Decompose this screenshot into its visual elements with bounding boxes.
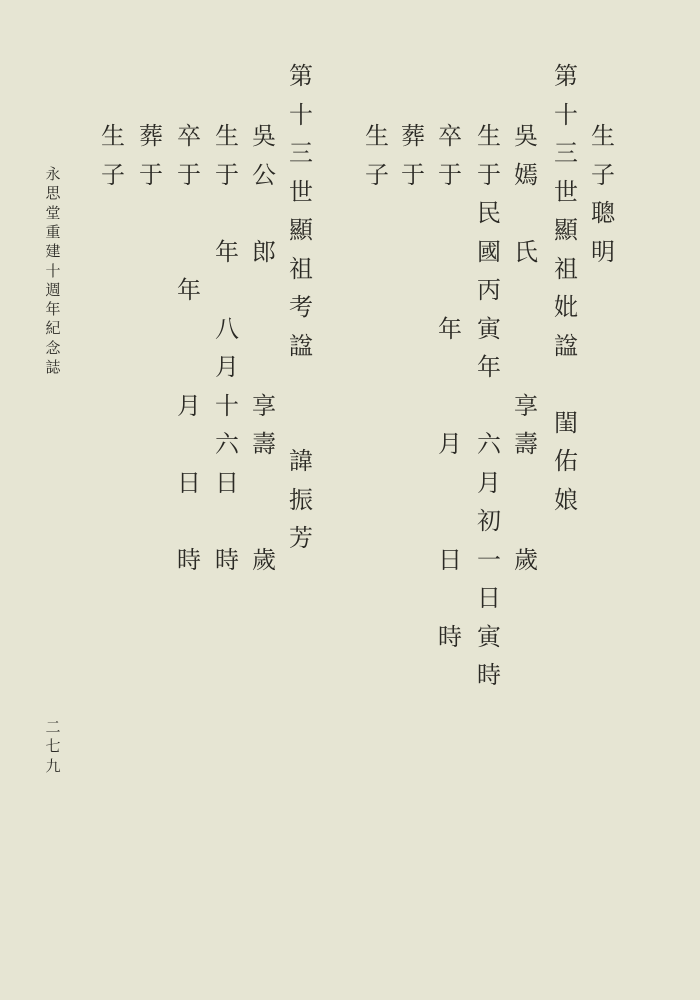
column-9-char: 郎 [252, 237, 276, 266]
page-number-char: 二 [45, 718, 61, 736]
running-head-char: 建 [45, 242, 61, 261]
running-head-char: 週 [45, 280, 61, 299]
column-8-char: 十 [289, 100, 313, 129]
column-10-char: 月 [215, 353, 239, 381]
column-9-char: 吳 [252, 122, 276, 150]
column-4-char: 月 [477, 468, 501, 497]
running-head-char: 念 [45, 338, 61, 357]
column-8-char: 顯 [289, 216, 313, 244]
running-head-char: 重 [45, 222, 61, 241]
running-head-char: 十 [45, 261, 61, 280]
column-8-char: 考 [289, 293, 313, 321]
column-8-char: 芳 [289, 524, 313, 552]
column-5-char: 時 [438, 622, 462, 651]
column-4-char: 初 [477, 507, 501, 535]
column-9-char: 享 [252, 391, 276, 420]
column-12-char: 于 [139, 160, 163, 189]
column-5-char: 年 [438, 314, 462, 343]
column-1-char: 生 [591, 122, 615, 150]
column-10-char: 日 [215, 468, 239, 497]
column-3-char: 嫣 [514, 160, 538, 189]
running-head-char: 紀 [45, 319, 61, 338]
column-11-char: 卒 [177, 122, 201, 150]
column-3-char: 享 [514, 391, 538, 420]
column-8-char: 振 [289, 485, 313, 514]
column-2-char: 三 [554, 139, 578, 167]
column-8-char: 世 [289, 177, 313, 206]
column-11-char: 于 [177, 160, 201, 189]
column-10-char: 六 [215, 430, 239, 458]
column-2-char: 十 [554, 100, 578, 129]
column-4-char: 寅 [477, 622, 501, 651]
column-10-char: 年 [215, 237, 239, 266]
column-11-char: 年 [177, 276, 201, 304]
column-8-char: 三 [289, 139, 313, 167]
column-8-char: 祖 [289, 254, 313, 283]
column-1-char: 明 [591, 237, 615, 266]
column-11-char: 時 [177, 545, 201, 574]
column-2-char: 顯 [554, 216, 578, 244]
column-5-char: 日 [438, 545, 462, 574]
column-4-char: 日 [477, 584, 501, 612]
column-6-char: 葬 [401, 122, 425, 150]
column-3-char: 氏 [514, 237, 538, 266]
column-10-char: 八 [215, 314, 239, 343]
column-6-char: 于 [401, 160, 425, 189]
column-8-char: 第 [289, 62, 313, 90]
column-7-char: 生 [365, 122, 389, 150]
column-11-char: 日 [177, 468, 201, 497]
column-3-char: 吳 [514, 122, 538, 150]
column-10-char: 于 [215, 160, 239, 189]
column-4-char: 于 [477, 160, 501, 189]
column-3-char: 歲 [514, 545, 538, 574]
column-2-char: 佑 [554, 447, 578, 475]
column-2-char: 祖 [554, 254, 578, 283]
column-9-char: 公 [252, 160, 276, 189]
running-head-char: 思 [45, 184, 61, 203]
column-12-char: 葬 [139, 122, 163, 150]
running-head-char: 誌 [45, 358, 61, 376]
column-4-char: 丙 [477, 276, 501, 304]
column-13-char: 生 [101, 122, 125, 150]
column-5-char: 于 [438, 160, 462, 189]
column-2-char: 閨 [554, 408, 578, 437]
column-9-char: 歲 [252, 545, 276, 574]
column-11-char: 月 [177, 391, 201, 420]
column-3-char: 壽 [514, 430, 538, 458]
column-5-char: 月 [438, 430, 462, 458]
column-4-char: 時 [477, 661, 501, 689]
column-1-char: 子 [591, 160, 615, 189]
column-10-char: 十 [215, 391, 239, 420]
column-1-char: 聰 [591, 199, 615, 227]
running-head-char: 永 [45, 165, 61, 183]
column-13-char: 子 [101, 160, 125, 189]
column-2-char: 世 [554, 177, 578, 206]
page-number-char: 九 [45, 756, 61, 775]
column-2-char: 妣 [554, 293, 578, 321]
column-4-char: 生 [477, 122, 501, 150]
running-head-char: 年 [45, 300, 61, 319]
column-2-char: 娘 [554, 485, 578, 514]
running-head-char: 堂 [45, 203, 61, 222]
column-8-char: 諡 [289, 331, 313, 360]
column-4-char: 國 [477, 237, 501, 266]
column-2-char: 諡 [554, 331, 578, 360]
column-7-char: 子 [365, 160, 389, 189]
page-number-char: 七 [45, 737, 61, 756]
column-4-char: 一 [477, 545, 501, 574]
column-4-char: 年 [477, 353, 501, 381]
column-10-char: 生 [215, 122, 239, 150]
column-2-char: 第 [554, 62, 578, 90]
column-4-char: 民 [477, 199, 501, 227]
column-8-char: 諱 [289, 447, 313, 475]
column-4-char: 寅 [477, 314, 501, 343]
column-10-char: 時 [215, 545, 239, 574]
column-5-char: 卒 [438, 122, 462, 150]
column-9-char: 壽 [252, 430, 276, 458]
column-4-char: 六 [477, 430, 501, 458]
